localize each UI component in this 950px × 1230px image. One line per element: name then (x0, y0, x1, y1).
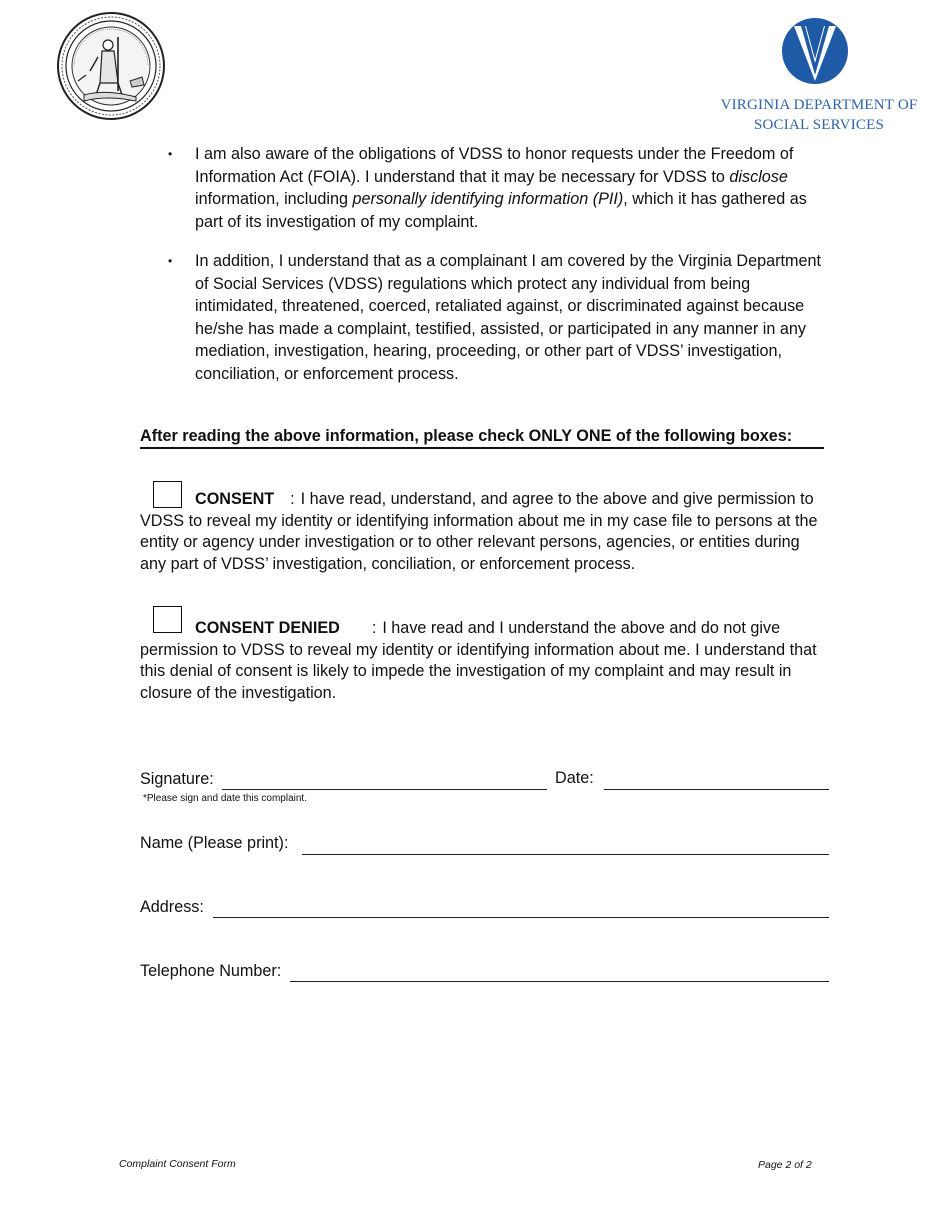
footer-form-name: Complaint Consent Form (119, 1158, 236, 1170)
date-label: Date: (555, 769, 594, 787)
consent-option: CONSENT : I have read, understand, and agree to the above and give permission to VDSS to reveal my identity or identifying information about me in my case file to persons at the entity or agency under investigation or to other relevant persons, agencies, or entities during any part of VDSS’ investigation, conciliation, or enforcement process. (140, 490, 818, 573)
date-line[interactable] (604, 789, 829, 790)
agency-name (700, 95, 938, 135)
telephone-line[interactable] (290, 981, 829, 982)
consent-denied-text: I have read and I understand the above and do not give permission to VDSS to reveal my identity or identifying information about me. I understand that this denial of consent is likely to impede the investigation of my complaint and may result in closure of the investigation. (140, 619, 817, 702)
address-line[interactable] (213, 917, 829, 918)
bullet-protection: • In addition, I understand that as a complainant I am covered by the Virginia Department of Social Services (VDSS) regulations which protect any individual from being intimidated, threatened, coerced, retaliated against, or discriminated against because he/she has made a complaint, testified, assisted, or participated in any manner in any mediation, investigation, hearing, proceeding, or other part of VDSS’ investigation, conciliation, or enforcement process. (168, 250, 833, 385)
address-label: Address: (140, 898, 204, 916)
acknowledgement-list (168, 143, 833, 385)
bullet-foia: • I am also aware of the obligations of VDSS to honor requests under the Freedom of Information Act (FOIA). I understand that it may be necessary for VDSS to disclose information, including personally identifying information (PII), which it has gathered as part of its investigation of my complaint. (168, 143, 833, 233)
agency-name-line2: SOCIAL SERVICES (753, 117, 884, 133)
instruction-heading: After reading the above information, please check ONLY ONE of the following boxes: (140, 426, 824, 449)
agency-name-line1: VIRGINIA DEPARTMENT OF (720, 97, 918, 113)
signature-line[interactable] (222, 789, 547, 790)
name-label: Name (Please print): (140, 834, 289, 852)
telephone-label: Telephone Number: (140, 962, 282, 980)
consent-denied-option: CONSENT DENIED : I have read and I understand the above and do not give permission to VDSS to reveal my identity or identifying information about me. I understand that this denial of consent is likely to impede the investigation of my complaint and may result in closure of the investigation. (140, 619, 817, 702)
signature-label: Signature: (140, 770, 214, 788)
footer-page-number: Page 2 of 2 (758, 1159, 812, 1171)
consent-label: CONSENT (195, 490, 275, 508)
virginia-state-seal (56, 11, 166, 121)
consent-denied-label: CONSENT DENIED (195, 619, 340, 637)
vdss-logo-icon (781, 17, 849, 85)
sign-note: *Please sign and date this complaint. (143, 793, 307, 804)
name-line[interactable] (302, 854, 829, 855)
consent-text: I have read, understand, and agree to the above and give permission to VDSS to reveal my identity or identifying information about me in my case file to persons at the entity or agency under investigation or to other relevant persons, agencies, or entities during any part of VDSS’ investigation, conciliation, or enforcement process. (140, 490, 818, 573)
